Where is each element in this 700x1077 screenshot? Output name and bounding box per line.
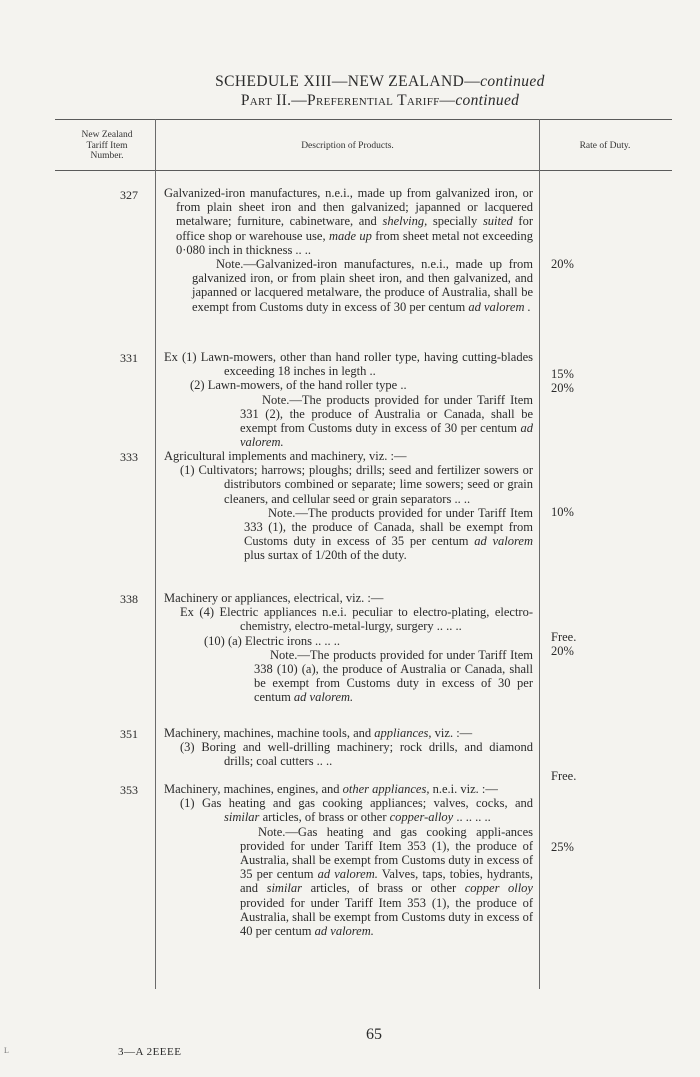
page-number: 65 xyxy=(366,1026,382,1043)
part-title: Part II.—Preferential Tariff—continued xyxy=(240,92,520,109)
column-header-description: Description of Products. xyxy=(301,141,394,151)
schedule-title: SCHEDULE XIII—NEW ZEALAND—continued xyxy=(215,73,545,90)
rate-331-2: 20% xyxy=(551,381,574,395)
description-327: Galvanized-iron manufactures, n.e.i., made up from galvanized iron, or from plain sheet iron and then galvanized; japanned or lacquered metalware; furniture, cabinetware, and shelving, specially suited for office shop or warehouse use, made up from sheet metal not exceeding 0·080 inch in thickness .. .. Note.—Galvanized-iron manufactures, n.e.i., made up from galvanized iron, or from plain sheet iron, and then galvanized, and japanned or lacquered metalware, the produce of Australia, shall be exempt from Customs duty in excess of 30 per centum ad valorem . xyxy=(164,186,534,314)
item-number-353: 353 xyxy=(120,783,138,797)
printer-signature-mark: 3—A 2EEEE xyxy=(118,1046,182,1058)
corner-mark: L xyxy=(4,1046,9,1055)
item-number-333: 333 xyxy=(120,450,138,464)
description-353: Machinery, machines, engines, and other appliances, n.e.i. viz. :— (1) Gas heating and gas cooking appliances; valves, cocks, and similar articles, of brass or other copper-alloy .. .. .. .. Note.—Gas heating and gas cooking appli-ances provided for under Tariff Item 353 (1), the produce of Australia, shall be exempt from Customs duty in excess of 35 per centum ad valorem. Valves, taps, tobies, hydrants, and similar articles, of brass or other copper olloy provided for under Tariff Item 353 (1), the produce of Australia, shall be exempt from Customs duty in excess of 40 per centum ad valorem. xyxy=(164,782,533,939)
column-divider-left xyxy=(155,119,156,989)
description-338: Machinery or appliances, electrical, viz. :— Ex (4) Electric appliances n.e.i. peculiar to electro-plating, electro-chemistry, electro-metal-lurgy, surgery .. .. .. (10) (a) Electric irons .. .. .. Note.—The products provided for under Tariff Item 338 (10) (a), the produce of Australia or Canada, shall be exempt from Customs duty in excess of 30 per centum ad valorem. xyxy=(164,591,533,705)
item-number-338: 338 xyxy=(120,592,138,606)
table-header-rule xyxy=(55,170,672,171)
column-header-rate: Rate of Duty. xyxy=(579,141,631,151)
column-header-item-number: New Zealand Tariff Item Number. xyxy=(81,130,133,161)
description-351: Machinery, machines, machine tools, and appliances, viz. :— (3) Boring and well-drilling machinery; rock drills, and diamond drills; coal cutters .. .. xyxy=(164,726,533,769)
table-top-rule xyxy=(55,119,672,120)
description-333: Agricultural implements and machinery, viz. :— (1) Cultivators; harrows; ploughs; drills; seed and fertilizer sowers or distributors combined or separate; lime sowers; seed or grain cleaners, and cellular seed or grain separators .. .. Note.—The products provided for under Tariff Item 333 (1), the produce of Canada, shall be exempt from Customs duty in excess of 35 per centum ad valorem plus surtax of 1/20th of the duty. xyxy=(164,449,533,563)
rate-338-10a: 20% xyxy=(551,644,574,658)
item-number-327: 327 xyxy=(120,188,138,202)
item-number-351: 351 xyxy=(120,727,138,741)
item-number-331: 331 xyxy=(120,351,138,365)
rate-351-3: Free. xyxy=(551,769,577,783)
rate-327: 20% xyxy=(551,257,574,271)
rate-353-1: 25% xyxy=(551,840,574,854)
rate-333-1: 10% xyxy=(551,505,574,519)
description-331: Ex (1) Lawn-mowers, other than hand roller type, having cutting-blades exceeding 18 inches in legth .. (2) Lawn-mowers, of the hand roller type .. Note.—The products provided for under Tariff Item 331 (2), the produce of Australia or Canada, shall be exempt from Customs duty in excess of 30 per centum ad valorem. xyxy=(164,350,533,450)
rate-331-1: 15% xyxy=(551,367,574,381)
column-divider-right xyxy=(539,119,540,989)
rate-338-4: Free. xyxy=(551,630,577,644)
